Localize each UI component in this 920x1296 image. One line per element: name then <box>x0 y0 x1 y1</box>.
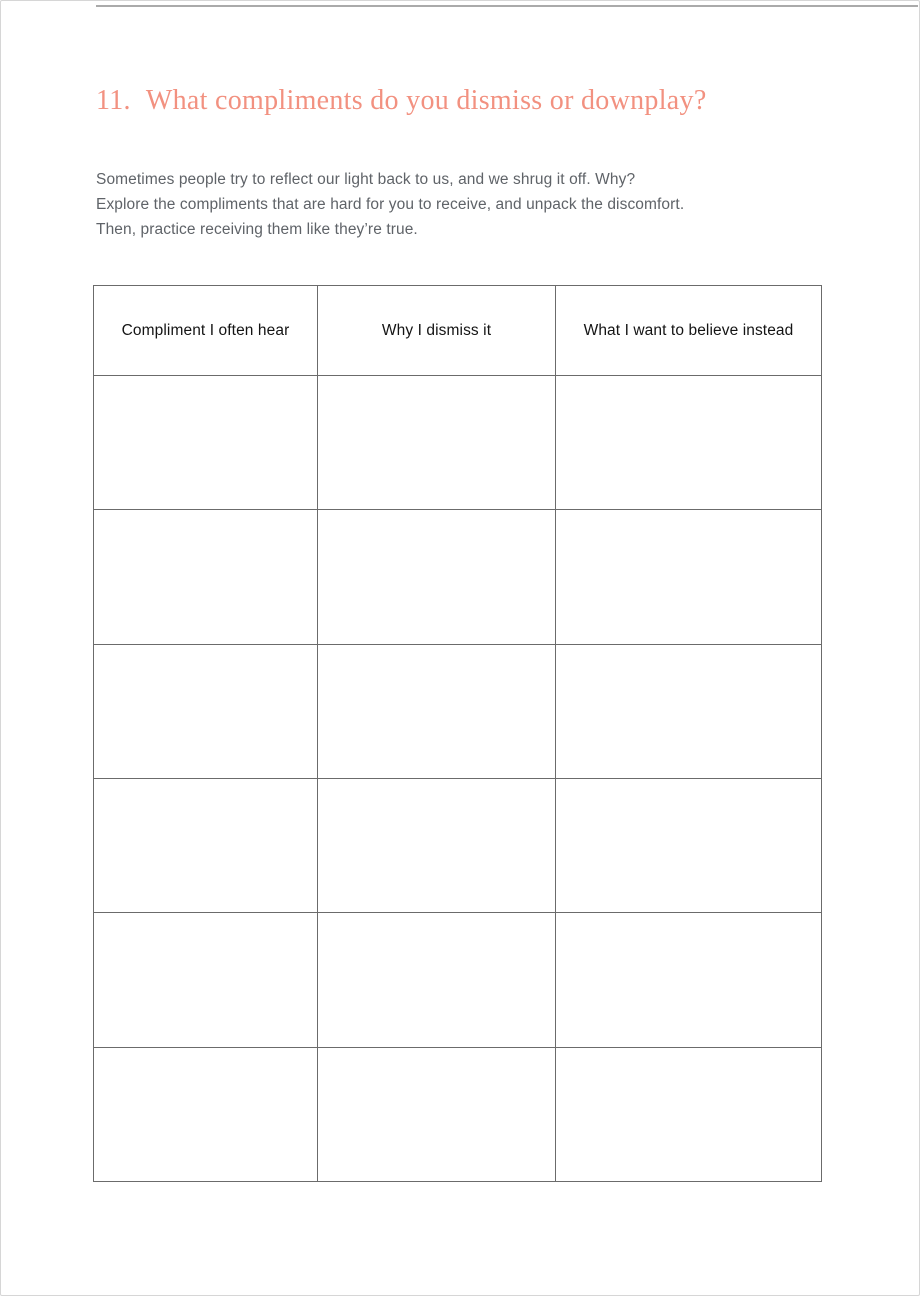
answer-cell <box>556 510 822 644</box>
answer-cell <box>318 510 556 644</box>
table-row <box>94 644 822 778</box>
answer-cell <box>318 644 556 778</box>
intro-line: Then, practice receiving them like they’re true. <box>96 221 418 238</box>
answer-cell <box>94 376 318 510</box>
column-header-compliment: Compliment I often hear <box>94 286 318 376</box>
table-row <box>94 778 822 912</box>
answer-cell <box>94 644 318 778</box>
question-text: What compliments do you dismiss or downplay? <box>145 85 707 116</box>
intro-line: Sometimes people try to reflect our light back to us, and we shrug it off. Why? <box>96 171 636 188</box>
worksheet-table <box>93 285 822 1182</box>
question-number: 11. <box>96 85 131 116</box>
answer-cell <box>556 913 822 1047</box>
answer-cell <box>556 1047 822 1181</box>
table-row <box>94 1047 822 1181</box>
answer-cell <box>94 778 318 912</box>
answer-cell <box>94 510 318 644</box>
table-row <box>94 510 822 644</box>
table-header-row <box>94 286 822 376</box>
answer-cell <box>556 644 822 778</box>
page-title <box>96 85 707 117</box>
answer-cell <box>318 376 556 510</box>
answer-cell <box>556 376 822 510</box>
previous-page-table-edge <box>96 5 918 7</box>
answer-cell <box>318 1047 556 1181</box>
intro-paragraph <box>96 167 856 242</box>
answer-cell <box>318 913 556 1047</box>
table-body <box>94 376 822 1182</box>
answer-cell <box>318 778 556 912</box>
table-row <box>94 913 822 1047</box>
answer-cell <box>94 1047 318 1181</box>
table-row <box>94 376 822 510</box>
answer-cell <box>94 913 318 1047</box>
column-header-dismiss: Why I dismiss it <box>318 286 556 376</box>
column-header-believe: What I want to believe instead <box>556 286 822 376</box>
intro-line: Explore the compliments that are hard for you to receive, and unpack the discomfort. <box>96 196 685 213</box>
answer-cell <box>556 778 822 912</box>
